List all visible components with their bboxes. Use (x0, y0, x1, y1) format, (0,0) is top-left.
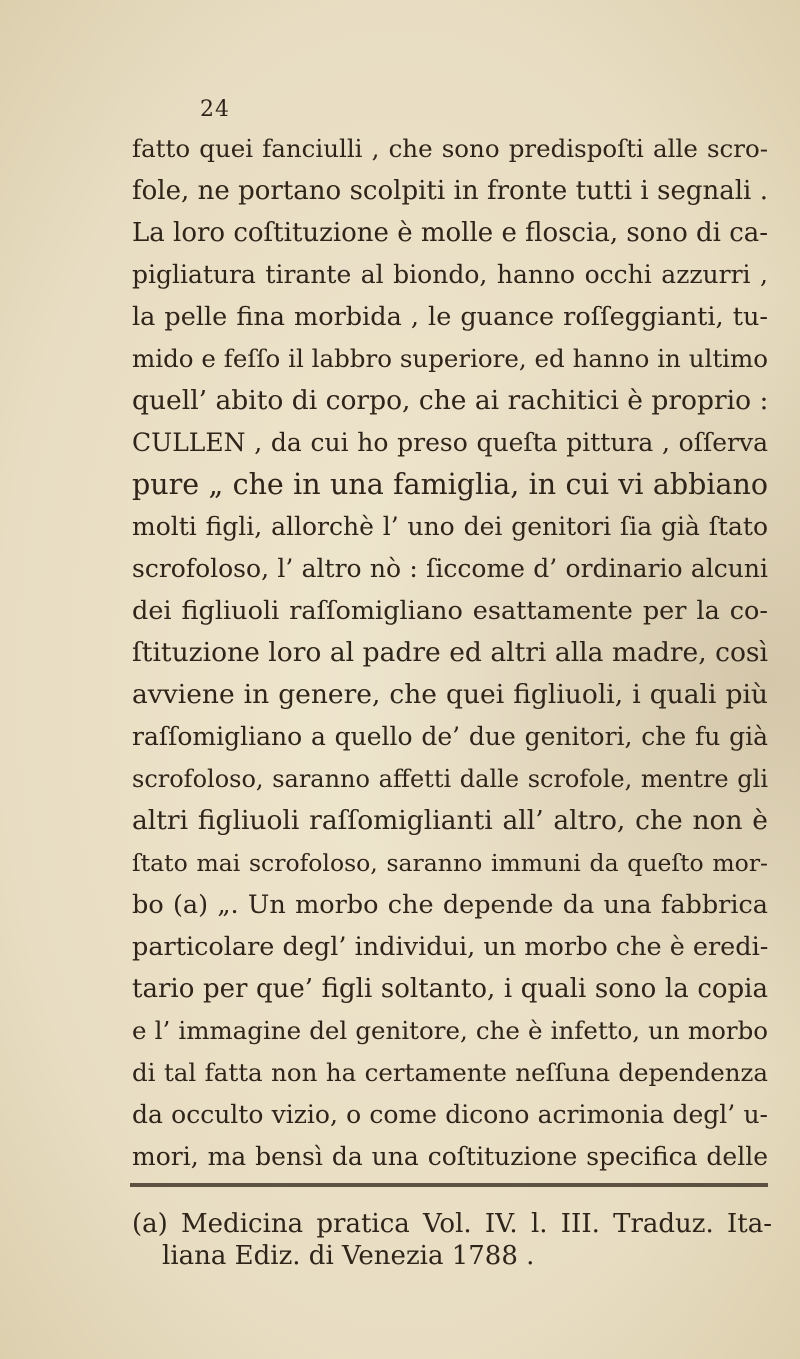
text-line: CULLEN , da cui ho preso queſta pittura , oſſerva (132, 428, 768, 457)
footnote-line: liana Ediz. di Venezia 1788 . (162, 1241, 535, 1271)
text-line: da occulto vizio, o come dicono acrimonia degl’ u- (132, 1100, 768, 1129)
text-line: mido e feſſo il labbro superiore, ed hanno in ultimo (132, 344, 768, 373)
text-line: la pelle fina morbida , le guance roſſeggianti, tu- (132, 302, 768, 332)
body-text (132, 128, 768, 1178)
text-line: ſtato mai scrofoloso, saranno immuni da queſto mor- (132, 849, 768, 877)
text-line: particolare degl’ individui, un morbo che è eredi- (132, 932, 769, 962)
text-line: quell’ abito di corpo, che ai rachitici è proprio : (132, 385, 769, 416)
text-line: pigliatura tirante al biondo, hanno occhi azzurri , (132, 260, 768, 289)
text-line: raſſomigliano a quello de’ due genitori, che fu già (132, 722, 768, 751)
text-line: avviene in genere, che quei figliuoli, i quali più (132, 679, 768, 710)
text-line: La loro coſtituzione è molle e floscia, sono di ca- (132, 218, 769, 248)
text-line: dei figliuoli raſſomigliano esattamente per la co- (132, 596, 768, 626)
text-line: ſtituzione loro al padre ed altri alla madre, così (132, 637, 768, 668)
text-line: e l’ immagine del genitore, che è infetto, un morbo (132, 1016, 768, 1045)
footnote-divider (130, 1183, 768, 1187)
text-line: pure „ che in una famiglia, in cui vi abbiano (132, 468, 768, 501)
text-line: scrofoloso, l’ altro nò : ſiccome d’ ordinario alcuni (132, 554, 768, 583)
footnote (132, 1208, 772, 1272)
text-line: fatto quei fanciulli , che sono predispoſti alle scro- (132, 134, 768, 163)
text-line: molti figli, allorchè l’ uno dei genitori ſia già ſtato (132, 512, 768, 541)
text-line: bo (a) „. Un morbo che depende da una fabbrica (132, 890, 768, 920)
page-number: 24 (200, 97, 230, 122)
text-line: scrofoloso, saranno affetti dalle scrofole, mentre gli (132, 765, 768, 793)
text-line: tario per que’ figli soltanto, i quali sono la copia (132, 974, 768, 1004)
text-line: fole, ne portano scolpiti in fronte tutti i segnali . (132, 176, 768, 206)
text-line: di tal fatta non ha certamente neſſuna dependenza (132, 1058, 768, 1087)
text-line: mori, ma bensì da una coſtituzione specifica delle (132, 1142, 768, 1171)
footnote-line: (a) Medicina pratica Vol. IV. l. III. Traduz. Ita- (132, 1209, 772, 1239)
text-line: altri figliuoli raſſomiglianti all’ altro, che non è (132, 805, 768, 836)
